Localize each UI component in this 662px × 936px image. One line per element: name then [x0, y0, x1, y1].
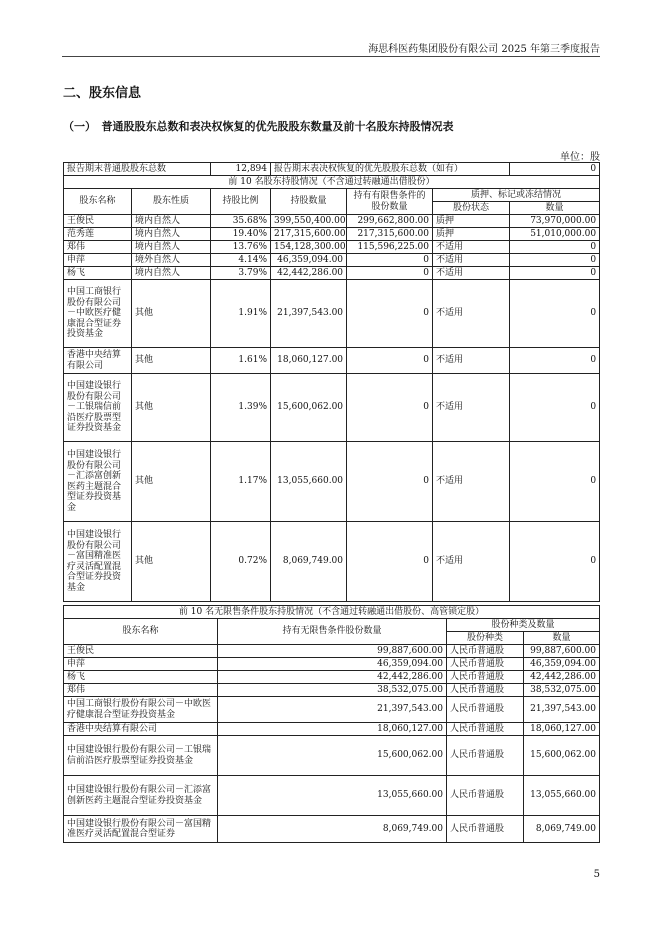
preferred-holders-label: 报告期末表决权恢复的优先股股东总数（如有） [271, 163, 510, 176]
table-row [64, 442, 600, 522]
unrestricted-caption: 前 10 名无限售条件股东持股情况（不含通过转融通出借股份、高管锁定股） [64, 606, 600, 619]
unres-holder-name: 中国建设银行股份有限公司－富国精准医疗灵活配置混合型证券 [64, 816, 218, 843]
col-header-amount: 数量 [510, 202, 600, 215]
unres-share-amount: 21,397,543.00 [524, 697, 600, 723]
holder-nature: 境内自然人 [132, 267, 211, 280]
table-row [64, 522, 600, 602]
holder-name: 中国建设银行股份有限公司－富国精准医疗灵活配置混合型证券投资基金 [64, 522, 132, 602]
holder-name: 杨飞 [64, 267, 132, 280]
holder-pledge-status: 质押 [433, 215, 510, 228]
unres-share-kind: 人民币普通股 [447, 776, 524, 816]
holder-ratio: 35.68% [211, 215, 271, 228]
unrestricted-shareholders-table [63, 605, 600, 843]
unres-holder-name: 香港中央结算有限公司 [64, 723, 218, 736]
holder-nature: 境内自然人 [132, 215, 211, 228]
unres-share-amount: 15,600,062.00 [524, 736, 600, 776]
holder-pledge-status: 质押 [433, 228, 510, 241]
table-row [64, 658, 600, 671]
holder-ratio: 4.14% [211, 254, 271, 267]
col-header-ratio: 持股比例 [211, 189, 271, 215]
table-row [64, 228, 600, 241]
unres-holder-name: 王俊民 [64, 645, 218, 658]
unres-share-amount: 8,069,749.00 [524, 816, 600, 843]
col-header-name: 股东名称 [64, 189, 132, 215]
holder-qty: 154,128,300.00 [271, 241, 347, 254]
unres-header-qty: 持有无限售条件股份数量 [218, 619, 447, 645]
section-title: 二、股东信息 [63, 86, 142, 101]
table-row [64, 267, 600, 280]
unres-share-kind: 人民币普通股 [447, 697, 524, 723]
holder-ratio: 0.72% [211, 522, 271, 602]
holder-nature: 其他 [132, 374, 211, 442]
holder-pledge-amount: 0 [510, 442, 600, 522]
holder-ratio: 1.39% [211, 374, 271, 442]
unres-share-amount: 46,359,094.00 [524, 658, 600, 671]
unres-share-amount: 38,532,075.00 [524, 684, 600, 697]
holder-nature: 其他 [132, 522, 211, 602]
unres-header-kind-group: 股份种类及数量 [447, 619, 600, 632]
col-header-nature: 股东性质 [132, 189, 211, 215]
col-header-pledge: 质押、标记或冻结情况 [433, 189, 600, 202]
holder-qty: 15,600,062.00 [271, 374, 347, 442]
holder-name: 香港中央结算有限公司 [64, 348, 132, 374]
unres-share-kind: 人民币普通股 [447, 684, 524, 697]
holder-nature: 境内自然人 [132, 241, 211, 254]
unres-share-kind: 人民币普通股 [447, 658, 524, 671]
holder-qty: 46,359,094.00 [271, 254, 347, 267]
holder-ratio: 1.61% [211, 348, 271, 374]
holder-pledge-amount: 0 [510, 254, 600, 267]
holder-pledge-status: 不适用 [433, 267, 510, 280]
unres-holder-qty: 15,600,062.00 [218, 736, 447, 776]
holder-restricted: 217,315,600.00 [347, 228, 433, 241]
unres-holder-qty: 46,359,094.00 [218, 658, 447, 671]
table-row [64, 697, 600, 723]
unres-share-kind: 人民币普通股 [447, 671, 524, 684]
holder-pledge-status: 不适用 [433, 442, 510, 522]
unres-holder-name: 杨飞 [64, 671, 218, 684]
holder-restricted: 0 [347, 254, 433, 267]
holder-restricted: 115,596,225.00 [347, 241, 433, 254]
holder-ratio: 1.91% [211, 280, 271, 348]
holder-pledge-status: 不适用 [433, 348, 510, 374]
table-row [64, 241, 600, 254]
unres-share-kind: 人民币普通股 [447, 816, 524, 843]
unres-holder-name: 中国建设银行股份有限公司－工银瑞信前沿医疗股票型证券投资基金 [64, 736, 218, 776]
total-holders-label: 报告期末普通股股东总数 [64, 163, 211, 176]
holder-name: 中国建设银行股份有限公司－工银瑞信前沿医疗股票型证券投资基金 [64, 374, 132, 442]
holder-qty: 18,060,127.00 [271, 348, 347, 374]
unres-share-kind: 人民币普通股 [447, 736, 524, 776]
table-row [64, 671, 600, 684]
header-divider [62, 56, 600, 57]
holder-ratio: 1.17% [211, 442, 271, 522]
unres-holder-name: 中国建设银行股份有限公司－汇添富创新医药主题混合型证券投资基金 [64, 776, 218, 816]
table-row [64, 215, 600, 228]
col-header-qty: 持股数量 [271, 189, 347, 215]
holder-nature: 其他 [132, 348, 211, 374]
holder-name: 中国工商银行股份有限公司－中欧医疗健康混合型证券投资基金 [64, 280, 132, 348]
holder-pledge-amount: 0 [510, 241, 600, 254]
holder-qty: 21,397,543.00 [271, 280, 347, 348]
holder-restricted: 0 [347, 442, 433, 522]
holder-name: 范秀莲 [64, 228, 132, 241]
top10-caption: 前 10 名股东持股情况（不含通过转融通出借股份） [64, 176, 600, 189]
col-header-status: 股份状态 [433, 202, 510, 215]
unres-holder-name: 申萍 [64, 658, 218, 671]
unres-holder-name: 中国工商银行股份有限公司－中欧医疗健康混合型证券投资基金 [64, 697, 218, 723]
unres-share-amount: 13,055,660.00 [524, 776, 600, 816]
holder-ratio: 13.76% [211, 241, 271, 254]
unres-share-kind: 人民币普通股 [447, 723, 524, 736]
holder-qty: 8,069,749.00 [271, 522, 347, 602]
report-header-title: 海思科医药集团股份有限公司 2025 年第三季度报告 [368, 44, 600, 55]
holder-pledge-amount: 0 [510, 522, 600, 602]
holder-restricted: 299,662,800.00 [347, 215, 433, 228]
holder-restricted: 0 [347, 280, 433, 348]
holder-pledge-amount: 51,010,000.00 [510, 228, 600, 241]
unres-header-name: 股东名称 [64, 619, 218, 645]
unit-label: 单位：股 [560, 152, 600, 163]
table-row [64, 645, 600, 658]
unres-holder-qty: 38,532,075.00 [218, 684, 447, 697]
holder-pledge-amount: 0 [510, 267, 600, 280]
unres-holder-qty: 13,055,660.00 [218, 776, 447, 816]
table-row [64, 736, 600, 776]
holder-restricted: 0 [347, 374, 433, 442]
holder-nature: 其他 [132, 280, 211, 348]
col-header-restricted: 持有有限售条件的股份数量 [347, 189, 433, 215]
holder-nature: 境内自然人 [132, 228, 211, 241]
table-row [64, 776, 600, 816]
unres-share-amount: 18,060,127.00 [524, 723, 600, 736]
holder-name: 申萍 [64, 254, 132, 267]
unres-holder-qty: 21,397,543.00 [218, 697, 447, 723]
preferred-holders-value: 0 [510, 163, 600, 176]
holder-restricted: 0 [347, 522, 433, 602]
table-row [64, 816, 600, 843]
unres-header-kind: 股份种类 [447, 632, 524, 645]
unres-holder-qty: 8,069,749.00 [218, 816, 447, 843]
holder-qty: 42,442,286.00 [271, 267, 347, 280]
holder-qty: 13,055,660.00 [271, 442, 347, 522]
unres-holder-qty: 99,887,600.00 [218, 645, 447, 658]
top10-shareholders-table [63, 162, 600, 602]
table-row [64, 280, 600, 348]
holder-pledge-status: 不适用 [433, 374, 510, 442]
subsection-title: （一） 普通股股东总数和表决权恢复的优先股股东数量及前十名股东持股情况表 [63, 120, 454, 133]
holder-pledge-amount: 73,970,000.00 [510, 215, 600, 228]
holder-ratio: 3.79% [211, 267, 271, 280]
holder-restricted: 0 [347, 267, 433, 280]
holder-name: 王俊民 [64, 215, 132, 228]
unres-holder-qty: 42,442,286.00 [218, 671, 447, 684]
holder-ratio: 19.40% [211, 228, 271, 241]
holder-pledge-amount: 0 [510, 374, 600, 442]
holder-name: 中国建设银行股份有限公司－汇添富创新医药主题混合型证券投资基金 [64, 442, 132, 522]
holder-pledge-status: 不适用 [433, 280, 510, 348]
holder-restricted: 0 [347, 348, 433, 374]
unres-header-amount: 数量 [524, 632, 600, 645]
unres-share-amount: 42,442,286.00 [524, 671, 600, 684]
unres-holder-name: 郑伟 [64, 684, 218, 697]
unres-holder-qty: 18,060,127.00 [218, 723, 447, 736]
holder-name: 郑伟 [64, 241, 132, 254]
holder-nature: 境外自然人 [132, 254, 211, 267]
holder-nature: 其他 [132, 442, 211, 522]
holder-pledge-amount: 0 [510, 280, 600, 348]
table-row [64, 374, 600, 442]
holder-qty: 217,315,600.00 [271, 228, 347, 241]
table-row [64, 348, 600, 374]
unres-share-kind: 人民币普通股 [447, 645, 524, 658]
holder-pledge-status: 不适用 [433, 522, 510, 602]
table-row [64, 723, 600, 736]
table-row [64, 684, 600, 697]
total-holders-value: 12,894 [211, 163, 271, 176]
holder-pledge-amount: 0 [510, 348, 600, 374]
holder-pledge-status: 不适用 [433, 241, 510, 254]
holder-qty: 399,550,400.00 [271, 215, 347, 228]
page-number: 5 [593, 869, 600, 880]
unres-share-amount: 99,887,600.00 [524, 645, 600, 658]
holder-pledge-status: 不适用 [433, 254, 510, 267]
table-row [64, 254, 600, 267]
